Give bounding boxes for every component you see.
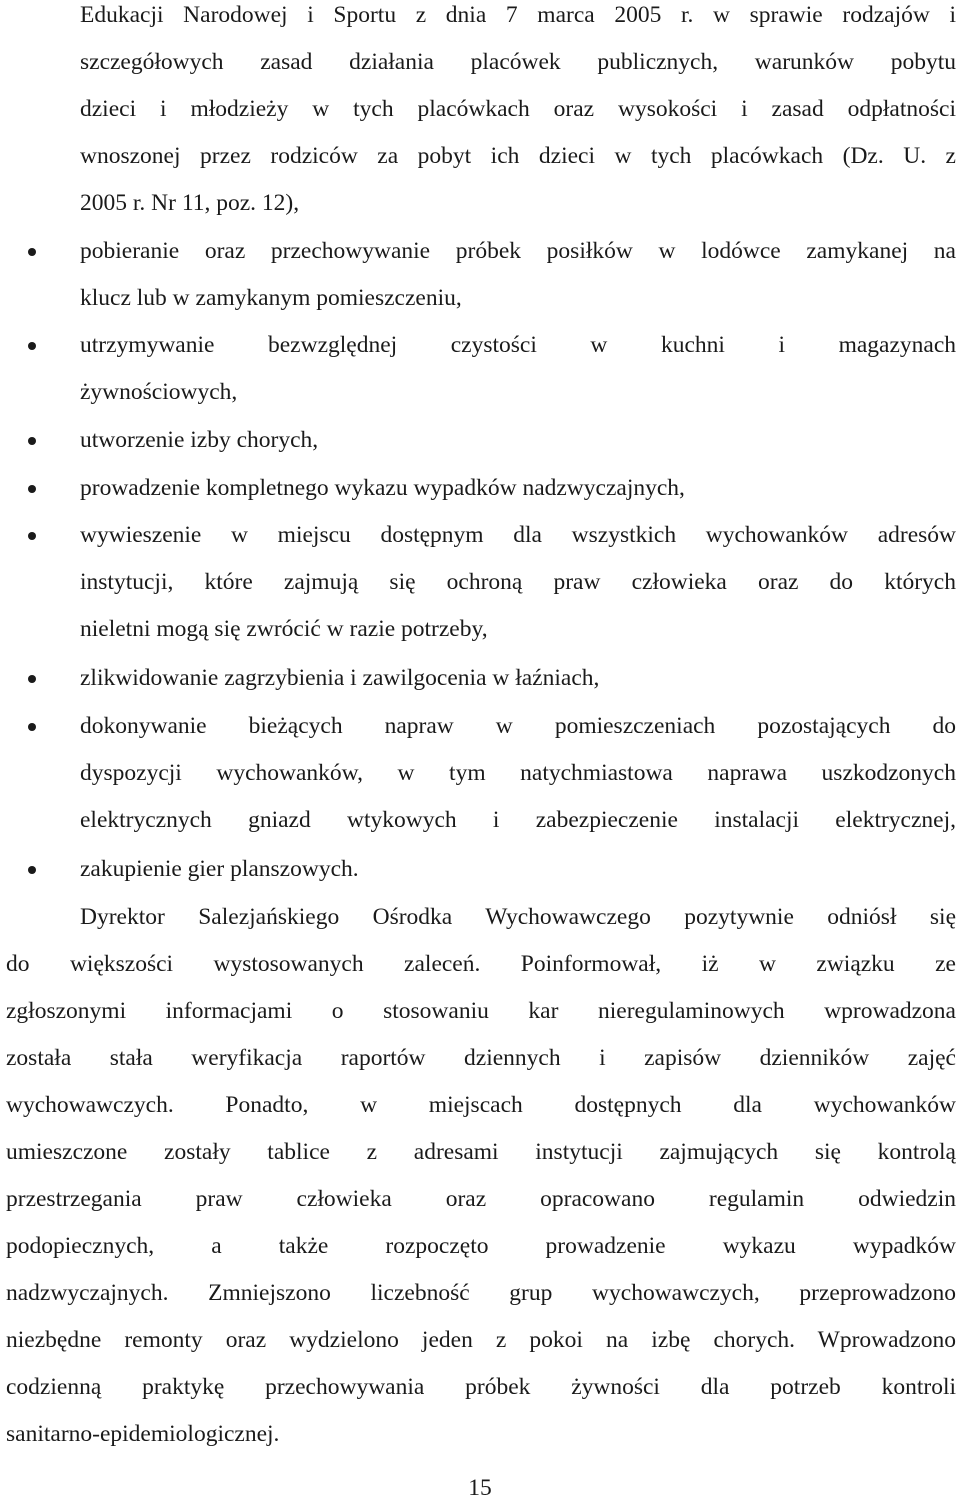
text-line: pobieranie oraz przechowywanie próbek posiłków w lodówce zamykanej na <box>80 238 956 264</box>
text-line: codzienną praktykę przechowywania próbek żywności dla potrzeb kontroli <box>6 1374 956 1400</box>
text-line: szczegółowych zasad działania placówek publicznych, warunków pobytu <box>80 49 956 75</box>
bullet-icon <box>28 866 36 874</box>
text-line: utworzenie izby chorych, <box>80 427 319 453</box>
text-line: żywnościowych, <box>80 379 238 405</box>
text-line: podopiecznych, a także rozpoczęto prowadzenie wykazu wypadków <box>6 1233 956 1259</box>
text-line: prowadzenie kompletnego wykazu wypadków nadzwyczajnych, <box>80 475 685 501</box>
bullet-icon <box>28 723 36 731</box>
bullet-icon <box>28 437 36 445</box>
text-line: nieletni mogą się zwrócić w razie potrzeby, <box>80 616 488 642</box>
text-line: Edukacji Narodowej i Sportu z dnia 7 marca 2005 r. w sprawie rodzajów i <box>80 2 956 28</box>
text-line: zakupienie gier planszowych. <box>80 856 359 882</box>
text-line: do większości wystosowanych zaleceń. Poinformował, iż w związku ze <box>6 951 956 977</box>
bullet-icon <box>28 675 36 683</box>
text-line: przestrzegania praw człowieka oraz opracowano regulamin odwiedzin <box>6 1186 956 1212</box>
bullet-icon <box>28 532 36 540</box>
text-line: dokonywanie bieżących napraw w pomieszczeniach pozostających do <box>80 713 956 739</box>
text-line: dzieci i młodzieży w tych placówkach oraz wysokości i zasad odpłatności <box>80 96 956 122</box>
text-line: umieszczone zostały tablice z adresami instytucji zajmujących się kontrolą <box>6 1139 956 1165</box>
text-line: wychowawczych. Ponadto, w miejscach dostępnych dla wychowanków <box>6 1092 956 1118</box>
bullet-icon <box>28 248 36 256</box>
text-line: zgłoszonymi informacjami o stosowaniu kar nieregulaminowych wprowadzona <box>6 998 956 1024</box>
text-line: 2005 r. Nr 11, poz. 12), <box>80 190 300 216</box>
text-line: wywieszenie w miejscu dostępnym dla wszystkich wychowanków adresów <box>80 522 956 548</box>
text-line: została stała weryfikacja raportów dziennych i zapisów dzienników zajęć <box>6 1045 956 1071</box>
text-line: zlikwidowanie zagrzybienia i zawilgocenia w łaźniach, <box>80 665 600 691</box>
bullet-icon <box>28 342 36 350</box>
text-line: instytucji, które zajmują się ochroną praw człowieka oraz do których <box>80 569 956 595</box>
text-line: Dyrektor Salezjańskiego Ośrodka Wychowawczego pozytywnie odniósł się <box>80 904 956 930</box>
text-line: dyspozycji wychowanków, w tym natychmiastowa naprawa uszkodzonych <box>80 760 956 786</box>
text-line: sanitarno-epidemiologicznej. <box>6 1421 280 1447</box>
bullet-icon <box>28 485 36 493</box>
text-line: elektrycznych gniazd wtykowych i zabezpieczenie instalacji elektrycznej, <box>80 807 956 833</box>
text-line: nadzwyczajnych. Zmniejszono liczebność grup wychowawczych, przeprowadzono <box>6 1280 956 1306</box>
text-line: wnoszonej przez rodziców za pobyt ich dzieci w tych placówkach (Dz. U. z <box>80 143 956 169</box>
page-number: 15 <box>468 1475 492 1501</box>
text-line: klucz lub w zamykanym pomieszczeniu, <box>80 285 462 311</box>
text-line: niezbędne remonty oraz wydzielono jeden z pokoi na izbę chorych. Wprowadzono <box>6 1327 956 1353</box>
text-line: utrzymywanie bezwzględnej czystości w kuchni i magazynach <box>80 332 956 358</box>
